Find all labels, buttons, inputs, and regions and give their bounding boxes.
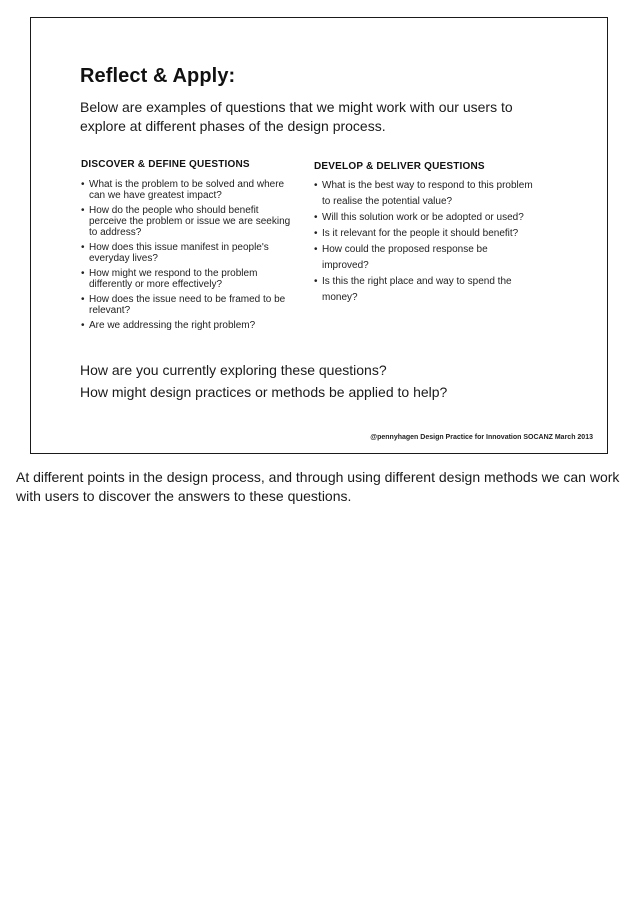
list-item: • What is the problem to be solved and where can we have greatest impact? (81, 179, 285, 201)
closing-question-1: How are you currently exploring these questions? (80, 362, 387, 378)
closing-question-2: How might design practices or methods be applied to help? (80, 384, 448, 400)
slide-credit: @pennyhagen Design Practice for Innovation SOCANZ March 2013 (370, 434, 593, 441)
bullet-icon: • (314, 244, 318, 255)
list-item: • Are we addressing the right problem? (81, 320, 256, 331)
list-item: • How might we respond to the problem differently or more effectively? (81, 268, 258, 290)
discover-define-list (81, 179, 296, 331)
list-item: • How could the proposed response be improved? (314, 244, 488, 271)
slide-intro: Below are examples of questions that we might work with our users to explore at different phases of the design process. (80, 99, 513, 134)
list-item: • Is it relevant for the people it should benefit? (314, 226, 534, 242)
bullet-icon: • (81, 205, 85, 216)
bullet-icon: • (81, 294, 85, 305)
list-item: • Will this solution work or be adopted or used? (314, 210, 534, 226)
slide-title: Reflect & Apply: (80, 65, 236, 87)
bullet-icon: • (314, 276, 318, 287)
list-item: • How does this issue manifest in people's everyday lives? (81, 242, 269, 264)
list-item: • How does the issue need to be framed to be relevant? (81, 294, 286, 316)
caption: At different points in the design process, and through using different design methods we can work with users to discover the answers to these questions. (16, 469, 620, 504)
develop-deliver-heading: DEVELOP & DELIVER QUESTIONS (314, 161, 485, 172)
list-item: • What is the best way to respond to this problem to realise the potential value? (314, 180, 533, 207)
list-item: • Is this the right place and way to spend the money? (314, 276, 512, 303)
bullet-icon: • (81, 179, 85, 190)
bullet-icon: • (314, 212, 318, 223)
list-item: • How do the people who should benefit perceive the problem or issue we are seeking to address? (81, 205, 291, 238)
develop-deliver-column (314, 159, 534, 306)
bullet-icon: • (81, 320, 85, 331)
discover-define-heading: DISCOVER & DEFINE QUESTIONS (81, 159, 250, 170)
bullet-icon: • (81, 268, 85, 279)
discover-define-column (81, 159, 296, 335)
bullet-icon: • (81, 242, 85, 253)
bullet-icon: • (314, 180, 318, 191)
slide (30, 17, 608, 454)
closing-questions (80, 359, 447, 403)
develop-deliver-list (314, 178, 534, 306)
bullet-icon: • (314, 228, 318, 239)
